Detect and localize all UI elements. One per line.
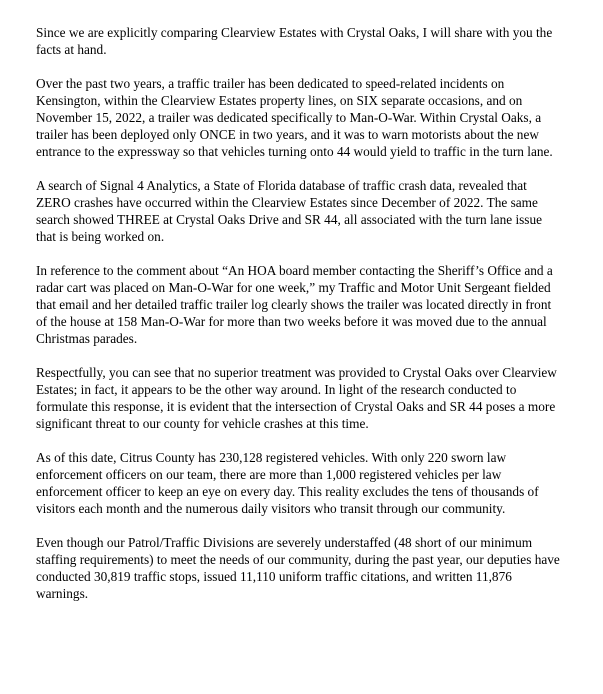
paragraph-traffic-trailer: Over the past two years, a traffic trailer has been dedicated to speed-related incidents on Kensington, within the Clearview Estates property lines, on SIX separate occasions, and on November 15, 2022, a trailer was dedicated specifically to Man-O-War. Within Crystal Oaks, a trailer has been deployed only ONCE in two years, and it was to warn motorists about the new entrance to the expressway so that vehicles turning onto 44 would yield to traffic in the turn lane. xyxy=(36,76,553,159)
paragraph-hoa-comment: In reference to the comment about “An HOA board member contacting the Sheriff’s Office and a radar cart was placed on Man-O-War for one week,” my Traffic and Motor Unit Sergeant fielded that email and her detailed traffic trailer log clearly shows the trailer was located directly in front of the house at 158 Man-O-War for more than two weeks before it was moved due to the annual Christmas parades. xyxy=(36,263,553,346)
paragraph-intro: Since we are explicitly comparing Clearview Estates with Crystal Oaks, I will share with you the facts at hand. xyxy=(36,25,553,57)
paragraph-staffing: Even though our Patrol/Traffic Divisions are severely understaffed (48 short of our minimum staffing requirements) to meet the needs of our community, during the past year, our deputies have conducted 30,819 traffic stops, issued 11,110 uniform traffic citations, and written 11,876 warnings. xyxy=(36,535,560,601)
paragraph-conclusion: Respectfully, you can see that no superior treatment was provided to Crystal Oaks over Clearview Estates; in fact, it appears to be the other way around. In light of the research conducted to formulate this response, it is evident that the intersection of Crystal Oaks and SR 44 poses a more significant threat to our county for vehicle crashes at this time. xyxy=(36,365,557,431)
paragraph-crash-data: A search of Signal 4 Analytics, a State of Florida database of traffic crash data, revealed that ZERO crashes have occurred within the Clearview Estates since December of 2022. The same search showed THREE at Crystal Oaks Drive and SR 44, all associated with the turn lane issue that is being worked on. xyxy=(36,178,543,244)
paragraph-registered-vehicles: As of this date, Citrus County has 230,128 registered vehicles. With only 220 sworn law enforcement officers on our team, there are more than 1,000 registered vehicles per law enforcement officer to keep an eye on every day. This reality excludes the tens of thousands of visitors each month and the numerous daily visitors who transit through our community. xyxy=(36,450,539,516)
